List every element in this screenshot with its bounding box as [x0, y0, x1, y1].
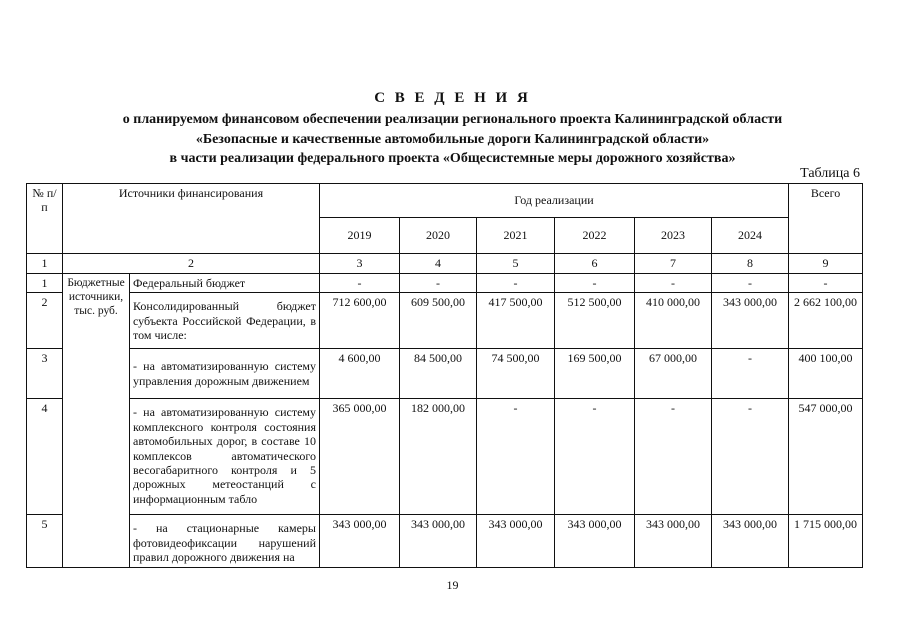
column-number-row	[27, 254, 863, 274]
value-cell: -	[635, 274, 712, 293]
row-number: 1	[27, 274, 63, 293]
value-cell: 84 500,00	[400, 349, 477, 399]
value-cell: 182 000,00	[400, 399, 477, 515]
source-cell: Федеральный бюджет	[130, 274, 320, 293]
column-number: 3	[320, 254, 400, 274]
table-row	[27, 274, 863, 293]
source-cell: - на автоматизированную систему управления дорожным движением	[130, 349, 320, 399]
value-cell: 609 500,00	[400, 293, 477, 349]
subtitle-line-3: в части реализации федерального проекта «Общесистемные меры дорожного хозяйства»	[169, 151, 736, 166]
value-cell: 343 000,00	[400, 515, 477, 567]
column-number: 6	[555, 254, 635, 274]
value-cell: -	[635, 399, 712, 515]
financing-table	[26, 183, 863, 568]
header-no: № п/п	[27, 184, 63, 254]
page-number: 19	[446, 578, 459, 592]
column-number: 2	[63, 254, 320, 274]
row-number: 5	[27, 515, 63, 567]
value-cell: 67 000,00	[635, 349, 712, 399]
value-cell: -	[320, 274, 400, 293]
value-cell: 74 500,00	[477, 349, 555, 399]
value-cell: 343 000,00	[555, 515, 635, 567]
total-cell: 2 662 100,00	[789, 293, 863, 349]
header-total: Всего	[789, 184, 863, 254]
value-cell: 512 500,00	[555, 293, 635, 349]
total-cell: 1 715 000,00	[789, 515, 863, 567]
header-year: 2023	[635, 218, 712, 254]
value-cell: -	[477, 399, 555, 515]
value-cell: -	[477, 274, 555, 293]
column-number: 7	[635, 254, 712, 274]
row-number: 3	[27, 349, 63, 399]
column-number: 9	[789, 254, 863, 274]
value-cell: 169 500,00	[555, 349, 635, 399]
total-cell: -	[789, 274, 863, 293]
table-row	[27, 349, 863, 399]
table-row	[27, 293, 863, 349]
column-number: 1	[27, 254, 63, 274]
header-year: 2022	[555, 218, 635, 254]
header-year: 2020	[400, 218, 477, 254]
subtitle-line-1: о планируемом финансовом обеспечении реализации регионального проекта Калининградской области	[122, 112, 783, 127]
table-row	[27, 399, 863, 515]
value-cell: -	[712, 399, 789, 515]
value-cell: -	[400, 274, 477, 293]
value-cell: 343 000,00	[712, 515, 789, 567]
value-cell: 343 000,00	[477, 515, 555, 567]
row-number: 4	[27, 399, 63, 515]
header-row-top	[27, 184, 863, 218]
value-cell: 712 600,00	[320, 293, 400, 349]
value-cell: 343 000,00	[712, 293, 789, 349]
source-cell: Консолидированный бюджет субъекта Российской Федерации, в том числе:	[130, 293, 320, 349]
value-cell: -	[712, 349, 789, 399]
table-row	[27, 515, 863, 567]
value-cell: 410 000,00	[635, 293, 712, 349]
column-number: 5	[477, 254, 555, 274]
row-number: 2	[27, 293, 63, 349]
table-label: Таблица 6	[800, 166, 860, 181]
total-cell: 547 000,00	[789, 399, 863, 515]
value-cell: 343 000,00	[635, 515, 712, 567]
value-cell: 4 600,00	[320, 349, 400, 399]
value-cell: -	[555, 399, 635, 515]
header-sources: Источники финансирования	[63, 184, 320, 254]
header-year-group: Год реализации	[320, 184, 789, 218]
total-cell: 400 100,00	[789, 349, 863, 399]
header-year: 2021	[477, 218, 555, 254]
source-cell: - на стационарные камеры фотовидеофиксации нарушений правил дорожного движения на	[130, 515, 320, 567]
subtitle-line-2: «Безопасные и качественные автомобильные дороги Калининградской области»	[195, 132, 710, 147]
header-year: 2024	[712, 218, 789, 254]
column-number: 4	[400, 254, 477, 274]
value-cell: -	[712, 274, 789, 293]
header-year: 2019	[320, 218, 400, 254]
source-cell: - на автоматизированную систему комплексного контроля состояния автомобильных дорог, в составе 10 комплексов автоматического весогабаритного контроля и 5 дорожных метеостанций с информационным табло	[130, 399, 320, 515]
value-cell: 417 500,00	[477, 293, 555, 349]
value-cell: 343 000,00	[320, 515, 400, 567]
column-number: 8	[712, 254, 789, 274]
value-cell: 365 000,00	[320, 399, 400, 515]
value-cell: -	[555, 274, 635, 293]
document-title: С В Е Д Е Н И Я	[374, 90, 531, 106]
budget-category-cell: Бюджетные источники, тыс. руб.	[63, 274, 130, 568]
